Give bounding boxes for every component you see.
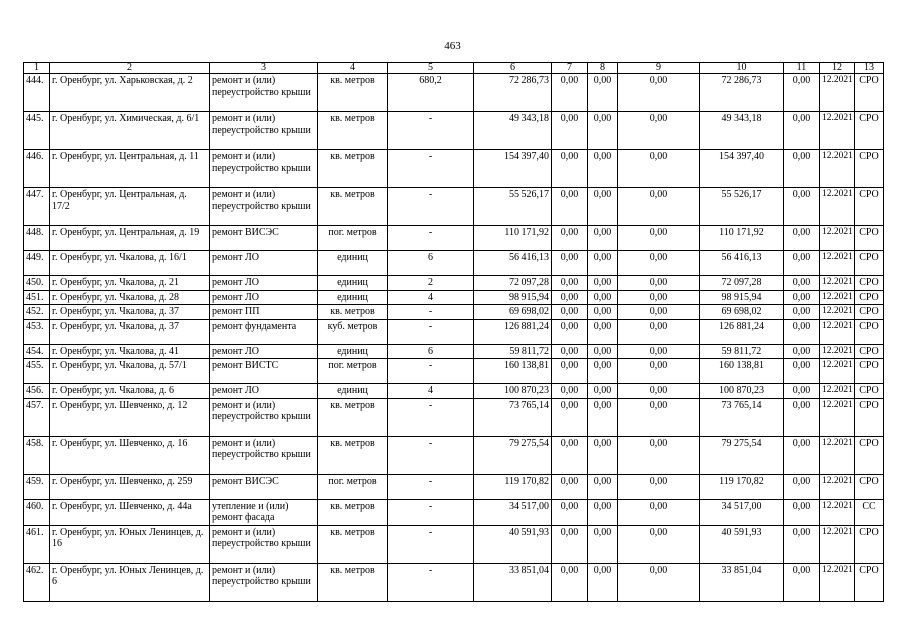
column-number-header: 12 <box>820 63 855 74</box>
address-cell: г. Оренбург, ул. Шевченко, д. 12 <box>50 398 210 436</box>
source-cell: СРО <box>855 150 884 188</box>
value-cell: 0,00 <box>552 499 588 525</box>
quantity-cell: 4 <box>388 290 474 305</box>
total-cost-cell: 160 138,81 <box>474 359 552 384</box>
date-cell: 12.2021 <box>820 499 855 525</box>
source-cell: СРО <box>855 290 884 305</box>
unit-cell: пог. метров <box>318 474 388 499</box>
work-type-cell: ремонт и (или) переустройство крыши <box>210 150 318 188</box>
unit-cell: кв. метров <box>318 563 388 601</box>
date-cell: 12.2021 <box>820 319 855 344</box>
source-cell: СРО <box>855 525 884 563</box>
source-cell: СРО <box>855 276 884 291</box>
address-cell: г. Оренбург, ул. Юных Ленинцев, д. 16 <box>50 525 210 563</box>
table-body <box>24 74 884 602</box>
address-cell: г. Оренбург, ул. Центральная, д. 19 <box>50 226 210 251</box>
row-number: 457. <box>24 398 50 436</box>
unit-cell: единиц <box>318 251 388 276</box>
value-cell: 0,00 <box>618 188 700 226</box>
column-number-header: 5 <box>388 63 474 74</box>
work-type-cell: утепление и (или) ремонт фасада <box>210 499 318 525</box>
date-cell: 12.2021 <box>820 359 855 384</box>
value-cell: 0,00 <box>618 319 700 344</box>
value-cell: 0,00 <box>784 319 820 344</box>
row-number: 449. <box>24 251 50 276</box>
value-cell: 0,00 <box>552 188 588 226</box>
row-number: 454. <box>24 344 50 359</box>
amount-cell: 40 591,93 <box>700 525 784 563</box>
value-cell: 0,00 <box>588 436 618 474</box>
value-cell: 0,00 <box>552 74 588 112</box>
unit-cell: кв. метров <box>318 74 388 112</box>
unit-cell: единиц <box>318 290 388 305</box>
value-cell: 0,00 <box>784 384 820 399</box>
row-number: 450. <box>24 276 50 291</box>
value-cell: 0,00 <box>618 305 700 320</box>
address-cell: г. Оренбург, ул. Центральная, д. 11 <box>50 150 210 188</box>
source-cell: СРО <box>855 319 884 344</box>
unit-cell: кв. метров <box>318 305 388 320</box>
value-cell: 0,00 <box>552 344 588 359</box>
source-cell: СРО <box>855 226 884 251</box>
total-cost-cell: 34 517,00 <box>474 499 552 525</box>
value-cell: 0,00 <box>552 112 588 150</box>
quantity-cell: - <box>388 359 474 384</box>
total-cost-cell: 110 171,92 <box>474 226 552 251</box>
date-cell: 12.2021 <box>820 398 855 436</box>
unit-cell: единиц <box>318 276 388 291</box>
amount-cell: 55 526,17 <box>700 188 784 226</box>
table-row <box>24 112 884 150</box>
quantity-cell: - <box>388 112 474 150</box>
row-number: 448. <box>24 226 50 251</box>
value-cell: 0,00 <box>784 74 820 112</box>
quantity-cell: - <box>388 474 474 499</box>
amount-cell: 126 881,24 <box>700 319 784 344</box>
value-cell: 0,00 <box>588 563 618 601</box>
row-number: 453. <box>24 319 50 344</box>
unit-cell: кв. метров <box>318 150 388 188</box>
source-cell: СРО <box>855 436 884 474</box>
value-cell: 0,00 <box>588 188 618 226</box>
value-cell: 0,00 <box>552 474 588 499</box>
value-cell: 0,00 <box>552 226 588 251</box>
date-cell: 12.2021 <box>820 436 855 474</box>
quantity-cell: - <box>388 319 474 344</box>
value-cell: 0,00 <box>784 226 820 251</box>
row-number: 461. <box>24 525 50 563</box>
amount-cell: 72 286,73 <box>700 74 784 112</box>
quantity-cell: - <box>388 226 474 251</box>
amount-cell: 49 343,18 <box>700 112 784 150</box>
address-cell: г. Оренбург, ул. Чкалова, д. 37 <box>50 305 210 320</box>
column-number-header: 11 <box>784 63 820 74</box>
value-cell: 0,00 <box>588 398 618 436</box>
total-cost-cell: 73 765,14 <box>474 398 552 436</box>
value-cell: 0,00 <box>552 563 588 601</box>
column-number-header: 2 <box>50 63 210 74</box>
amount-cell: 72 097,28 <box>700 276 784 291</box>
date-cell: 12.2021 <box>820 74 855 112</box>
date-cell: 12.2021 <box>820 474 855 499</box>
unit-cell: кв. метров <box>318 112 388 150</box>
value-cell: 0,00 <box>618 344 700 359</box>
value-cell: 0,00 <box>784 150 820 188</box>
work-type-cell: ремонт и (или) переустройство крыши <box>210 436 318 474</box>
value-cell: 0,00 <box>588 359 618 384</box>
value-cell: 0,00 <box>618 74 700 112</box>
total-cost-cell: 100 870,23 <box>474 384 552 399</box>
date-cell: 12.2021 <box>820 525 855 563</box>
table-row <box>24 188 884 226</box>
address-cell: г. Оренбург, ул. Шевченко, д. 44а <box>50 499 210 525</box>
value-cell: 0,00 <box>784 112 820 150</box>
date-cell: 12.2021 <box>820 384 855 399</box>
value-cell: 0,00 <box>552 305 588 320</box>
quantity-cell: - <box>388 499 474 525</box>
unit-cell: единиц <box>318 384 388 399</box>
total-cost-cell: 72 097,28 <box>474 276 552 291</box>
value-cell: 0,00 <box>784 499 820 525</box>
table-row <box>24 563 884 601</box>
column-number-header: 3 <box>210 63 318 74</box>
page-number: 463 <box>444 40 461 52</box>
unit-cell: куб. метров <box>318 319 388 344</box>
address-cell: г. Оренбург, ул. Юных Ленинцев, д. 6 <box>50 563 210 601</box>
value-cell: 0,00 <box>552 436 588 474</box>
date-cell: 12.2021 <box>820 112 855 150</box>
table-row <box>24 319 884 344</box>
value-cell: 0,00 <box>618 150 700 188</box>
total-cost-cell: 98 915,94 <box>474 290 552 305</box>
value-cell: 0,00 <box>588 344 618 359</box>
work-type-cell: ремонт ПП <box>210 305 318 320</box>
total-cost-cell: 154 397,40 <box>474 150 552 188</box>
amount-cell: 73 765,14 <box>700 398 784 436</box>
total-cost-cell: 49 343,18 <box>474 112 552 150</box>
table-row <box>24 276 884 291</box>
work-type-cell: ремонт ВИСТС <box>210 359 318 384</box>
value-cell: 0,00 <box>618 290 700 305</box>
table-row <box>24 344 884 359</box>
quantity-cell: - <box>388 525 474 563</box>
total-cost-cell: 56 416,13 <box>474 251 552 276</box>
date-cell: 12.2021 <box>820 188 855 226</box>
value-cell: 0,00 <box>588 276 618 291</box>
value-cell: 0,00 <box>552 384 588 399</box>
value-cell: 0,00 <box>784 276 820 291</box>
amount-cell: 154 397,40 <box>700 150 784 188</box>
work-type-cell: ремонт ВИСЭС <box>210 474 318 499</box>
table-row <box>24 290 884 305</box>
row-number: 451. <box>24 290 50 305</box>
amount-cell: 34 517,00 <box>700 499 784 525</box>
value-cell: 0,00 <box>588 226 618 251</box>
value-cell: 0,00 <box>618 499 700 525</box>
value-cell: 0,00 <box>552 525 588 563</box>
column-number-header: 6 <box>474 63 552 74</box>
total-cost-cell: 33 851,04 <box>474 563 552 601</box>
value-cell: 0,00 <box>784 305 820 320</box>
value-cell: 0,00 <box>618 112 700 150</box>
quantity-cell: - <box>388 150 474 188</box>
date-cell: 12.2021 <box>820 563 855 601</box>
amount-cell: 69 698,02 <box>700 305 784 320</box>
total-cost-cell: 59 811,72 <box>474 344 552 359</box>
source-cell: СРО <box>855 305 884 320</box>
row-number: 458. <box>24 436 50 474</box>
value-cell: 0,00 <box>588 384 618 399</box>
amount-cell: 110 171,92 <box>700 226 784 251</box>
column-number-header: 7 <box>552 63 588 74</box>
value-cell: 0,00 <box>784 474 820 499</box>
source-cell: СРО <box>855 398 884 436</box>
total-cost-cell: 72 286,73 <box>474 74 552 112</box>
value-cell: 0,00 <box>784 563 820 601</box>
row-number: 452. <box>24 305 50 320</box>
value-cell: 0,00 <box>588 319 618 344</box>
date-cell: 12.2021 <box>820 305 855 320</box>
table-row <box>24 384 884 399</box>
table-row <box>24 226 884 251</box>
unit-cell: пог. метров <box>318 226 388 251</box>
total-cost-cell: 40 591,93 <box>474 525 552 563</box>
amount-cell: 100 870,23 <box>700 384 784 399</box>
value-cell: 0,00 <box>784 344 820 359</box>
value-cell: 0,00 <box>784 436 820 474</box>
table-row <box>24 150 884 188</box>
value-cell: 0,00 <box>588 251 618 276</box>
row-number: 445. <box>24 112 50 150</box>
amount-cell: 56 416,13 <box>700 251 784 276</box>
work-type-cell: ремонт фундамента <box>210 319 318 344</box>
value-cell: 0,00 <box>618 398 700 436</box>
value-cell: 0,00 <box>552 150 588 188</box>
address-cell: г. Оренбург, ул. Шевченко, д. 16 <box>50 436 210 474</box>
quantity-cell: - <box>388 436 474 474</box>
address-cell: г. Оренбург, ул. Чкалова, д. 41 <box>50 344 210 359</box>
value-cell: 0,00 <box>618 525 700 563</box>
quantity-cell: 4 <box>388 384 474 399</box>
value-cell: 0,00 <box>618 359 700 384</box>
row-number: 446. <box>24 150 50 188</box>
total-cost-cell: 119 170,82 <box>474 474 552 499</box>
source-cell: СРО <box>855 474 884 499</box>
date-cell: 12.2021 <box>820 276 855 291</box>
row-number: 462. <box>24 563 50 601</box>
unit-cell: кв. метров <box>318 398 388 436</box>
value-cell: 0,00 <box>588 474 618 499</box>
quantity-cell: 6 <box>388 251 474 276</box>
value-cell: 0,00 <box>784 525 820 563</box>
address-cell: г. Оренбург, ул. Чкалова, д. 37 <box>50 319 210 344</box>
source-cell: СРО <box>855 359 884 384</box>
amount-cell: 33 851,04 <box>700 563 784 601</box>
table-row <box>24 499 884 525</box>
value-cell: 0,00 <box>588 305 618 320</box>
work-type-cell: ремонт и (или) переустройство крыши <box>210 188 318 226</box>
work-type-cell: ремонт ЛО <box>210 290 318 305</box>
work-type-cell: ремонт ЛО <box>210 276 318 291</box>
unit-cell: пог. метров <box>318 359 388 384</box>
total-cost-cell: 69 698,02 <box>474 305 552 320</box>
value-cell: 0,00 <box>618 251 700 276</box>
quantity-cell: 680,2 <box>388 74 474 112</box>
source-cell: СРО <box>855 563 884 601</box>
row-number: 456. <box>24 384 50 399</box>
unit-cell: кв. метров <box>318 436 388 474</box>
amount-cell: 59 811,72 <box>700 344 784 359</box>
value-cell: 0,00 <box>588 112 618 150</box>
work-type-cell: ремонт ЛО <box>210 384 318 399</box>
work-type-cell: ремонт и (или) переустройство крыши <box>210 74 318 112</box>
value-cell: 0,00 <box>784 398 820 436</box>
address-cell: г. Оренбург, ул. Центральная, д. 17/2 <box>50 188 210 226</box>
value-cell: 0,00 <box>588 499 618 525</box>
value-cell: 0,00 <box>552 398 588 436</box>
row-number: 444. <box>24 74 50 112</box>
source-cell: СРО <box>855 112 884 150</box>
address-cell: г. Оренбург, ул. Химическая, д. 6/1 <box>50 112 210 150</box>
value-cell: 0,00 <box>618 276 700 291</box>
value-cell: 0,00 <box>618 436 700 474</box>
quantity-cell: 2 <box>388 276 474 291</box>
address-cell: г. Оренбург, ул. Чкалова, д. 6 <box>50 384 210 399</box>
value-cell: 0,00 <box>552 359 588 384</box>
amount-cell: 160 138,81 <box>700 359 784 384</box>
amount-cell: 98 915,94 <box>700 290 784 305</box>
date-cell: 12.2021 <box>820 344 855 359</box>
table-row <box>24 74 884 112</box>
row-number: 447. <box>24 188 50 226</box>
column-number-header: 4 <box>318 63 388 74</box>
address-cell: г. Оренбург, ул. Чкалова, д. 16/1 <box>50 251 210 276</box>
work-type-cell: ремонт ЛО <box>210 251 318 276</box>
row-number: 459. <box>24 474 50 499</box>
work-type-cell: ремонт и (или) переустройство крыши <box>210 563 318 601</box>
value-cell: 0,00 <box>552 319 588 344</box>
value-cell: 0,00 <box>588 525 618 563</box>
address-cell: г. Оренбург, ул. Чкалова, д. 28 <box>50 290 210 305</box>
table-row <box>24 359 884 384</box>
address-cell: г. Оренбург, ул. Чкалова, д. 57/1 <box>50 359 210 384</box>
table-row <box>24 251 884 276</box>
source-cell: СРО <box>855 384 884 399</box>
quantity-cell: - <box>388 398 474 436</box>
source-cell: СРО <box>855 74 884 112</box>
address-cell: г. Оренбург, ул. Шевченко, д. 259 <box>50 474 210 499</box>
quantity-cell: - <box>388 305 474 320</box>
address-cell: г. Оренбург, ул. Харьковская, д. 2 <box>50 74 210 112</box>
quantity-cell: - <box>388 563 474 601</box>
source-cell: СРО <box>855 251 884 276</box>
date-cell: 12.2021 <box>820 226 855 251</box>
quantity-cell: 6 <box>388 344 474 359</box>
value-cell: 0,00 <box>784 290 820 305</box>
value-cell: 0,00 <box>618 474 700 499</box>
column-number-header: 10 <box>700 63 784 74</box>
value-cell: 0,00 <box>784 188 820 226</box>
value-cell: 0,00 <box>784 359 820 384</box>
work-schedule-table <box>23 62 884 602</box>
date-cell: 12.2021 <box>820 251 855 276</box>
source-cell: СС <box>855 499 884 525</box>
column-number-header: 13 <box>855 63 884 74</box>
value-cell: 0,00 <box>552 276 588 291</box>
date-cell: 12.2021 <box>820 150 855 188</box>
column-number-row <box>24 63 884 74</box>
row-number: 460. <box>24 499 50 525</box>
value-cell: 0,00 <box>618 226 700 251</box>
source-cell: СРО <box>855 188 884 226</box>
work-type-cell: ремонт ВИСЭС <box>210 226 318 251</box>
amount-cell: 79 275,54 <box>700 436 784 474</box>
table-row <box>24 525 884 563</box>
column-number-header: 8 <box>588 63 618 74</box>
column-number-header: 9 <box>618 63 700 74</box>
address-cell: г. Оренбург, ул. Чкалова, д. 21 <box>50 276 210 291</box>
work-type-cell: ремонт и (или) переустройство крыши <box>210 525 318 563</box>
value-cell: 0,00 <box>552 290 588 305</box>
total-cost-cell: 55 526,17 <box>474 188 552 226</box>
source-cell: СРО <box>855 344 884 359</box>
value-cell: 0,00 <box>618 384 700 399</box>
quantity-cell: - <box>388 188 474 226</box>
column-number-header: 1 <box>24 63 50 74</box>
table-row <box>24 474 884 499</box>
amount-cell: 119 170,82 <box>700 474 784 499</box>
value-cell: 0,00 <box>552 251 588 276</box>
work-type-cell: ремонт и (или) переустройство крыши <box>210 398 318 436</box>
unit-cell: кв. метров <box>318 499 388 525</box>
unit-cell: единиц <box>318 344 388 359</box>
unit-cell: кв. метров <box>318 188 388 226</box>
row-number: 455. <box>24 359 50 384</box>
date-cell: 12.2021 <box>820 290 855 305</box>
table-row <box>24 436 884 474</box>
value-cell: 0,00 <box>588 74 618 112</box>
table-row <box>24 305 884 320</box>
unit-cell: кв. метров <box>318 525 388 563</box>
table-row <box>24 398 884 436</box>
work-type-cell: ремонт ЛО <box>210 344 318 359</box>
total-cost-cell: 126 881,24 <box>474 319 552 344</box>
total-cost-cell: 79 275,54 <box>474 436 552 474</box>
value-cell: 0,00 <box>618 563 700 601</box>
value-cell: 0,00 <box>588 150 618 188</box>
value-cell: 0,00 <box>588 290 618 305</box>
value-cell: 0,00 <box>784 251 820 276</box>
work-type-cell: ремонт и (или) переустройство крыши <box>210 112 318 150</box>
